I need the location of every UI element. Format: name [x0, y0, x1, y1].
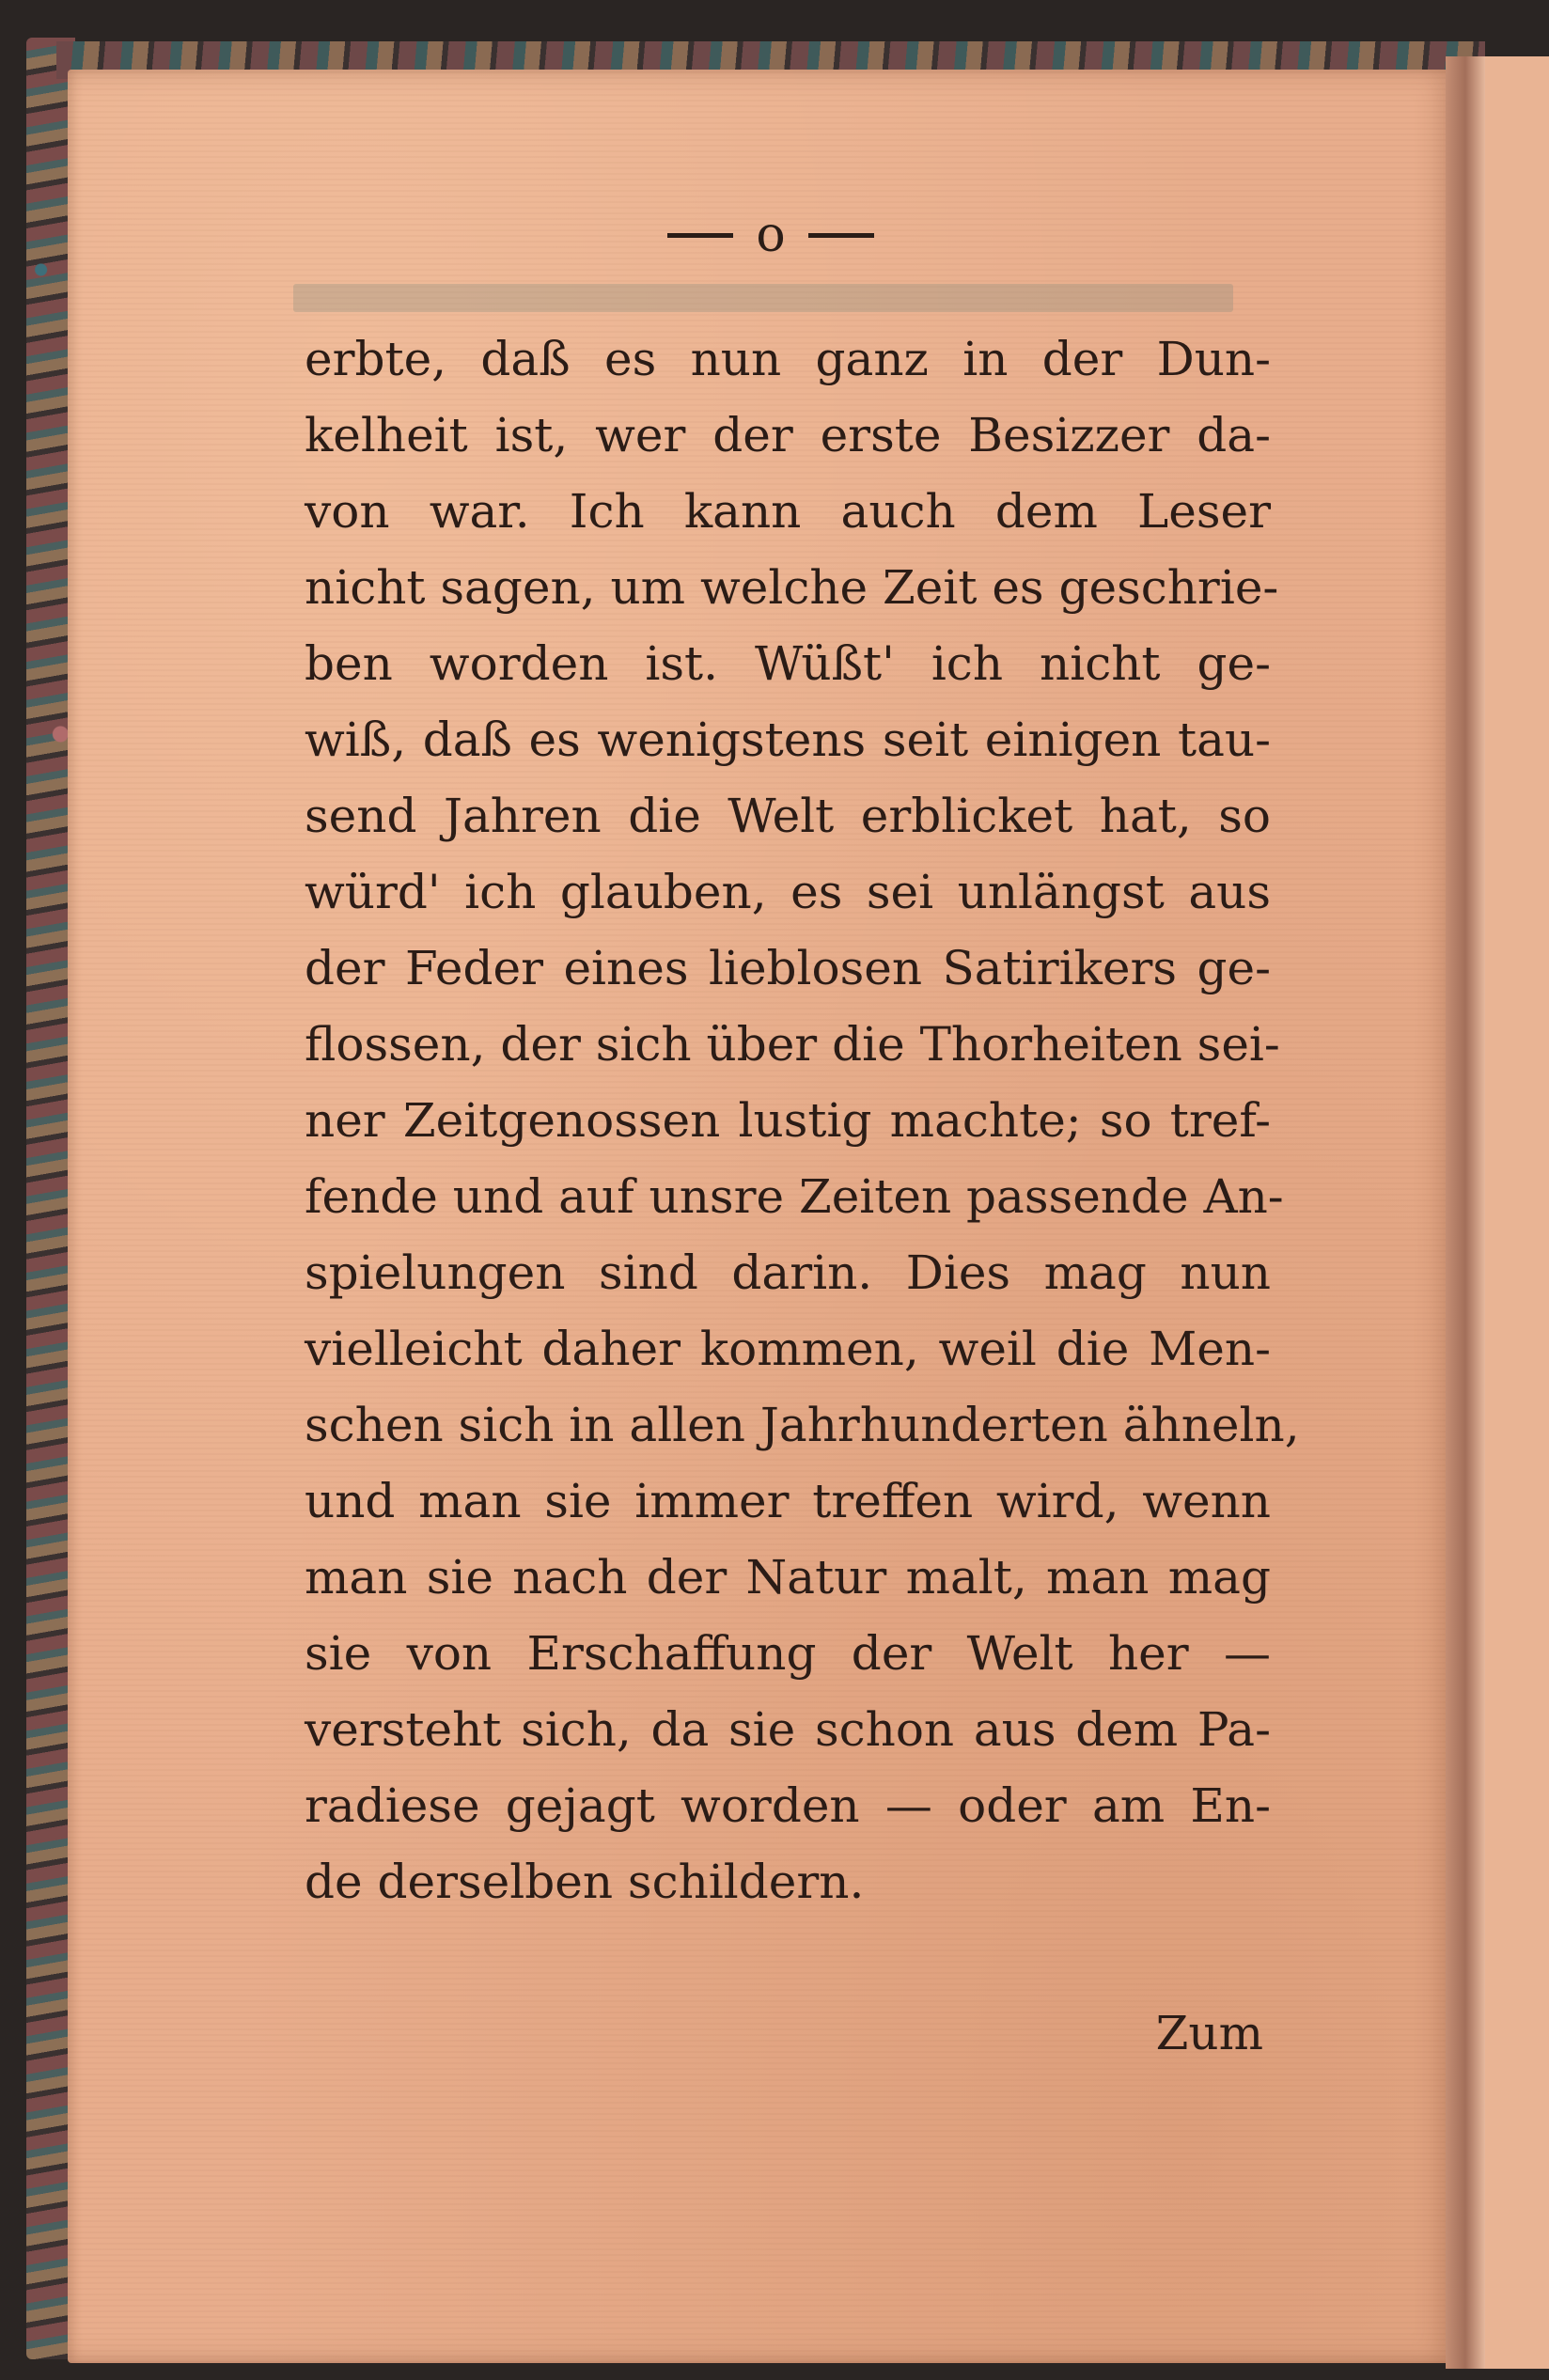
- text-line: kelheit ist, wer der erste Besizzer da-: [305, 408, 1271, 462]
- page-number: o: [756, 207, 786, 263]
- book-gutter: [1446, 56, 1485, 2369]
- text-line: spielungen sind darin. Dies mag nun: [305, 1245, 1271, 1300]
- text-line: send Jahren die Welt erblicket hat, so: [305, 789, 1271, 843]
- facing-page-edge: [1485, 56, 1549, 2369]
- text-line: sie von Erschaffung der Welt her —: [305, 1626, 1271, 1681]
- text-line: ner Zeitgenossen lustig machte; so tref-: [305, 1093, 1271, 1148]
- header-dash-right: [808, 233, 874, 238]
- ink-show-through: [293, 284, 1233, 312]
- body-text: [305, 321, 1300, 1920]
- text-line: erbte, daß es nun ganz in der Dun-: [305, 332, 1271, 386]
- text-line: vielleicht daher kommen, weil die Men-: [305, 1322, 1271, 1376]
- text-line: wiß, daß es wenigstens seit einigen tau-: [305, 712, 1271, 767]
- header-dash-left: [667, 233, 733, 238]
- text-line: der Feder eines lieblosen Satirikers ge-: [305, 941, 1271, 995]
- text-line: würd' ich glauben, es sei unlängst aus: [305, 865, 1271, 919]
- text-line: ben worden ist. Wüßt' ich nicht ge-: [305, 636, 1271, 691]
- text-line: flossen, der sich über die Thorheiten sei-: [305, 1017, 1280, 1072]
- text-line: nicht sagen, um welche Zeit es geschrie-: [305, 560, 1279, 615]
- text-line: von war. Ich kann auch dem Leser: [305, 484, 1271, 539]
- text-line: radiese gejagt worden — oder am En-: [305, 1778, 1271, 1833]
- text-line: versteht sich, da sie schon aus dem Pa-: [305, 1702, 1271, 1757]
- text-line: man sie nach der Natur malt, man mag: [305, 1550, 1271, 1605]
- text-line: schen sich in allen Jahrhunderten ähneln,: [305, 1398, 1300, 1452]
- text-line-last: de derselben schildern.: [305, 1855, 865, 1909]
- catchword: Zum: [1155, 2006, 1263, 2060]
- page-header: [620, 207, 921, 263]
- text-line: und man sie immer treffen wird, wenn: [305, 1474, 1271, 1528]
- text-line: fende und auf unsre Zeiten passende An-: [305, 1169, 1284, 1224]
